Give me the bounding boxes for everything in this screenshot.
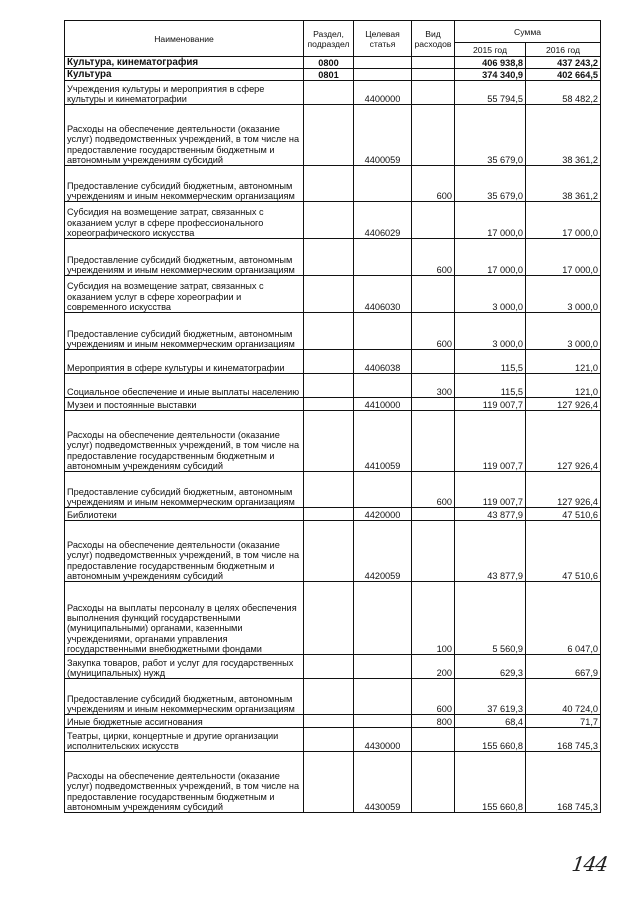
row-section	[304, 276, 354, 313]
row-sum-2016: 6 047,0	[526, 582, 601, 655]
row-type	[412, 398, 455, 411]
row-sum-2015: 17 000,0	[455, 239, 526, 276]
table-row	[65, 69, 601, 81]
row-type: 200	[412, 655, 455, 679]
row-name: Закупка товаров, работ и услуг для государственных (муниципальных) нужд	[65, 655, 304, 679]
row-sum-2016: 38 361,2	[526, 105, 601, 166]
row-sum-2016: 127 926,4	[526, 398, 601, 411]
row-type	[412, 81, 455, 105]
table-row	[65, 202, 601, 239]
row-section	[304, 679, 354, 715]
row-name: Музеи и постоянные выставки	[65, 398, 304, 411]
row-target	[354, 655, 412, 679]
header-row	[65, 21, 601, 43]
col-header-target: Целевая статья	[354, 21, 412, 57]
row-section	[304, 752, 354, 813]
row-target	[354, 582, 412, 655]
row-name: Мероприятия в сфере культуры и кинематографии	[65, 350, 304, 374]
row-target: 4420059	[354, 521, 412, 582]
row-sum-2015: 3 000,0	[455, 313, 526, 350]
row-name: Расходы на обеспечение деятельности (оказание услуг) подведомственных учреждений, в том числе на предоставление государственным бюджетным и автономным учреждениям субсидий	[65, 105, 304, 166]
row-section	[304, 202, 354, 239]
row-target: 4406030	[354, 276, 412, 313]
row-sum-2015: 374 340,9	[455, 69, 526, 81]
row-name: Расходы на обеспечение деятельности (оказание услуг) подведомственных учреждений, в том числе на предоставление государственным бюджетным и автономным учреждениям субсидий	[65, 411, 304, 472]
row-type: 600	[412, 472, 455, 508]
row-section	[304, 313, 354, 350]
row-type	[412, 202, 455, 239]
row-sum-2015: 119 007,7	[455, 411, 526, 472]
row-section	[304, 508, 354, 521]
row-sum-2016: 127 926,4	[526, 472, 601, 508]
row-target: 4420000	[354, 508, 412, 521]
row-sum-2016: 17 000,0	[526, 239, 601, 276]
row-name: Расходы на обеспечение деятельности (оказание услуг) подведомственных учреждений, в том числе на предоставление государственным бюджетным и автономным учреждениям субсидий	[65, 752, 304, 813]
row-target	[354, 69, 412, 81]
row-target	[354, 374, 412, 398]
table-row	[65, 472, 601, 508]
row-name: Предоставление субсидий бюджетным, автономным учреждениям и иным некоммерческим организациям	[65, 166, 304, 202]
row-name: Предоставление субсидий бюджетным, автономным учреждениям и иным некоммерческим организациям	[65, 239, 304, 276]
table-row	[65, 679, 601, 715]
row-target: 4410000	[354, 398, 412, 411]
row-section: 0800	[304, 57, 354, 69]
table-row	[65, 57, 601, 69]
table-row	[65, 276, 601, 313]
col-header-2015: 2015 год	[455, 43, 526, 57]
table-row	[65, 521, 601, 582]
row-sum-2015: 115,5	[455, 350, 526, 374]
row-type	[412, 57, 455, 69]
row-target	[354, 715, 412, 728]
row-type: 600	[412, 166, 455, 202]
row-section	[304, 350, 354, 374]
row-sum-2016: 58 482,2	[526, 81, 601, 105]
row-sum-2016: 17 000,0	[526, 202, 601, 239]
row-name: Библиотеки	[65, 508, 304, 521]
row-sum-2016: 3 000,0	[526, 313, 601, 350]
col-header-section: Раздел, подраздел	[304, 21, 354, 57]
row-name: Иные бюджетные ассигнования	[65, 715, 304, 728]
row-section	[304, 411, 354, 472]
row-sum-2016: 121,0	[526, 350, 601, 374]
table-row	[65, 105, 601, 166]
row-target	[354, 239, 412, 276]
row-sum-2015: 406 938,8	[455, 57, 526, 69]
row-section	[304, 715, 354, 728]
table-row	[65, 81, 601, 105]
col-header-sum: Сумма	[455, 21, 601, 43]
row-section	[304, 521, 354, 582]
page-number: 144	[570, 852, 609, 876]
row-sum-2015: 17 000,0	[455, 202, 526, 239]
row-sum-2016: 127 926,4	[526, 411, 601, 472]
row-sum-2015: 43 877,9	[455, 508, 526, 521]
row-type	[412, 411, 455, 472]
row-section	[304, 398, 354, 411]
row-sum-2016: 168 745,3	[526, 728, 601, 752]
row-target	[354, 679, 412, 715]
row-sum-2015: 629,3	[455, 655, 526, 679]
row-sum-2016: 667,9	[526, 655, 601, 679]
row-sum-2015: 119 007,7	[455, 398, 526, 411]
row-section	[304, 239, 354, 276]
row-sum-2016: 3 000,0	[526, 276, 601, 313]
row-sum-2016: 47 510,6	[526, 521, 601, 582]
row-sum-2015: 43 877,9	[455, 521, 526, 582]
row-name: Культура, кинематография	[65, 57, 304, 69]
row-type	[412, 508, 455, 521]
row-target: 4410059	[354, 411, 412, 472]
row-target: 4430000	[354, 728, 412, 752]
row-section	[304, 105, 354, 166]
budget-table	[64, 20, 601, 813]
row-name: Учреждения культуры и мероприятия в сфере культуры и кинематографии	[65, 81, 304, 105]
row-type: 800	[412, 715, 455, 728]
row-type: 600	[412, 313, 455, 350]
row-section	[304, 81, 354, 105]
row-target: 4400000	[354, 81, 412, 105]
row-name: Предоставление субсидий бюджетным, автономным учреждениям и иным некоммерческим организациям	[65, 313, 304, 350]
row-name: Субсидия на возмещение затрат, связанных с оказанием услуг в сфере хореографии и современного искусства	[65, 276, 304, 313]
row-type	[412, 105, 455, 166]
col-header-name: Наименование	[65, 21, 304, 57]
table-row	[65, 655, 601, 679]
row-sum-2016: 40 724,0	[526, 679, 601, 715]
row-type: 600	[412, 239, 455, 276]
table-row	[65, 398, 601, 411]
row-sum-2016: 168 745,3	[526, 752, 601, 813]
table-row	[65, 752, 601, 813]
row-sum-2015: 119 007,7	[455, 472, 526, 508]
table-row	[65, 411, 601, 472]
row-sum-2016: 38 361,2	[526, 166, 601, 202]
row-sum-2016: 71,7	[526, 715, 601, 728]
row-target: 4406029	[354, 202, 412, 239]
row-section	[304, 472, 354, 508]
row-target	[354, 166, 412, 202]
table-row	[65, 728, 601, 752]
row-sum-2015: 155 660,8	[455, 728, 526, 752]
row-type: 100	[412, 582, 455, 655]
row-sum-2015: 115,5	[455, 374, 526, 398]
row-name: Предоставление субсидий бюджетным, автономным учреждениям и иным некоммерческим организациям	[65, 679, 304, 715]
row-name: Субсидия на возмещение затрат, связанных с оказанием услуг в сфере профессионального хореографического искусства	[65, 202, 304, 239]
row-name: Расходы на обеспечение деятельности (оказание услуг) подведомственных учреждений, в том числе на предоставление государственным бюджетным и автономным учреждениям субсидий	[65, 521, 304, 582]
row-sum-2016: 437 243,2	[526, 57, 601, 69]
row-section: 0801	[304, 69, 354, 81]
table-row	[65, 715, 601, 728]
row-section	[304, 655, 354, 679]
row-target	[354, 57, 412, 69]
table-row	[65, 582, 601, 655]
row-section	[304, 728, 354, 752]
row-type	[412, 69, 455, 81]
row-sum-2015: 37 619,3	[455, 679, 526, 715]
table-row	[65, 239, 601, 276]
row-name: Социальное обеспечение и иные выплаты населению	[65, 374, 304, 398]
row-sum-2015: 55 794,5	[455, 81, 526, 105]
row-section	[304, 166, 354, 202]
row-sum-2015: 35 679,0	[455, 166, 526, 202]
row-name: Театры, цирки, концертные и другие организации исполнительских искусств	[65, 728, 304, 752]
row-type	[412, 350, 455, 374]
table-row	[65, 508, 601, 521]
row-type	[412, 752, 455, 813]
row-name: Предоставление субсидий бюджетным, автономным учреждениям и иным некоммерческим организациям	[65, 472, 304, 508]
row-sum-2015: 68,4	[455, 715, 526, 728]
table-row	[65, 166, 601, 202]
row-name: Расходы на выплаты персоналу в целях обеспечения выполнения функций государственными (муниципальными) органами, казенными учреждениями, органами управления государственными внебюджетными фондами	[65, 582, 304, 655]
table-row	[65, 350, 601, 374]
row-type	[412, 276, 455, 313]
row-sum-2016: 121,0	[526, 374, 601, 398]
row-type: 300	[412, 374, 455, 398]
row-type: 600	[412, 679, 455, 715]
row-name: Культура	[65, 69, 304, 81]
table-row	[65, 313, 601, 350]
row-target: 4430059	[354, 752, 412, 813]
row-sum-2016: 47 510,6	[526, 508, 601, 521]
row-section	[304, 374, 354, 398]
row-sum-2015: 3 000,0	[455, 276, 526, 313]
table-row	[65, 374, 601, 398]
row-target	[354, 313, 412, 350]
row-sum-2015: 5 560,9	[455, 582, 526, 655]
row-type	[412, 521, 455, 582]
row-sum-2016: 402 664,5	[526, 69, 601, 81]
col-header-type: Вид расходов	[412, 21, 455, 57]
row-section	[304, 582, 354, 655]
row-target: 4400059	[354, 105, 412, 166]
row-sum-2015: 155 660,8	[455, 752, 526, 813]
row-target	[354, 472, 412, 508]
row-target: 4406038	[354, 350, 412, 374]
col-header-2016: 2016 год	[526, 43, 601, 57]
row-type	[412, 728, 455, 752]
row-sum-2015: 35 679,0	[455, 105, 526, 166]
